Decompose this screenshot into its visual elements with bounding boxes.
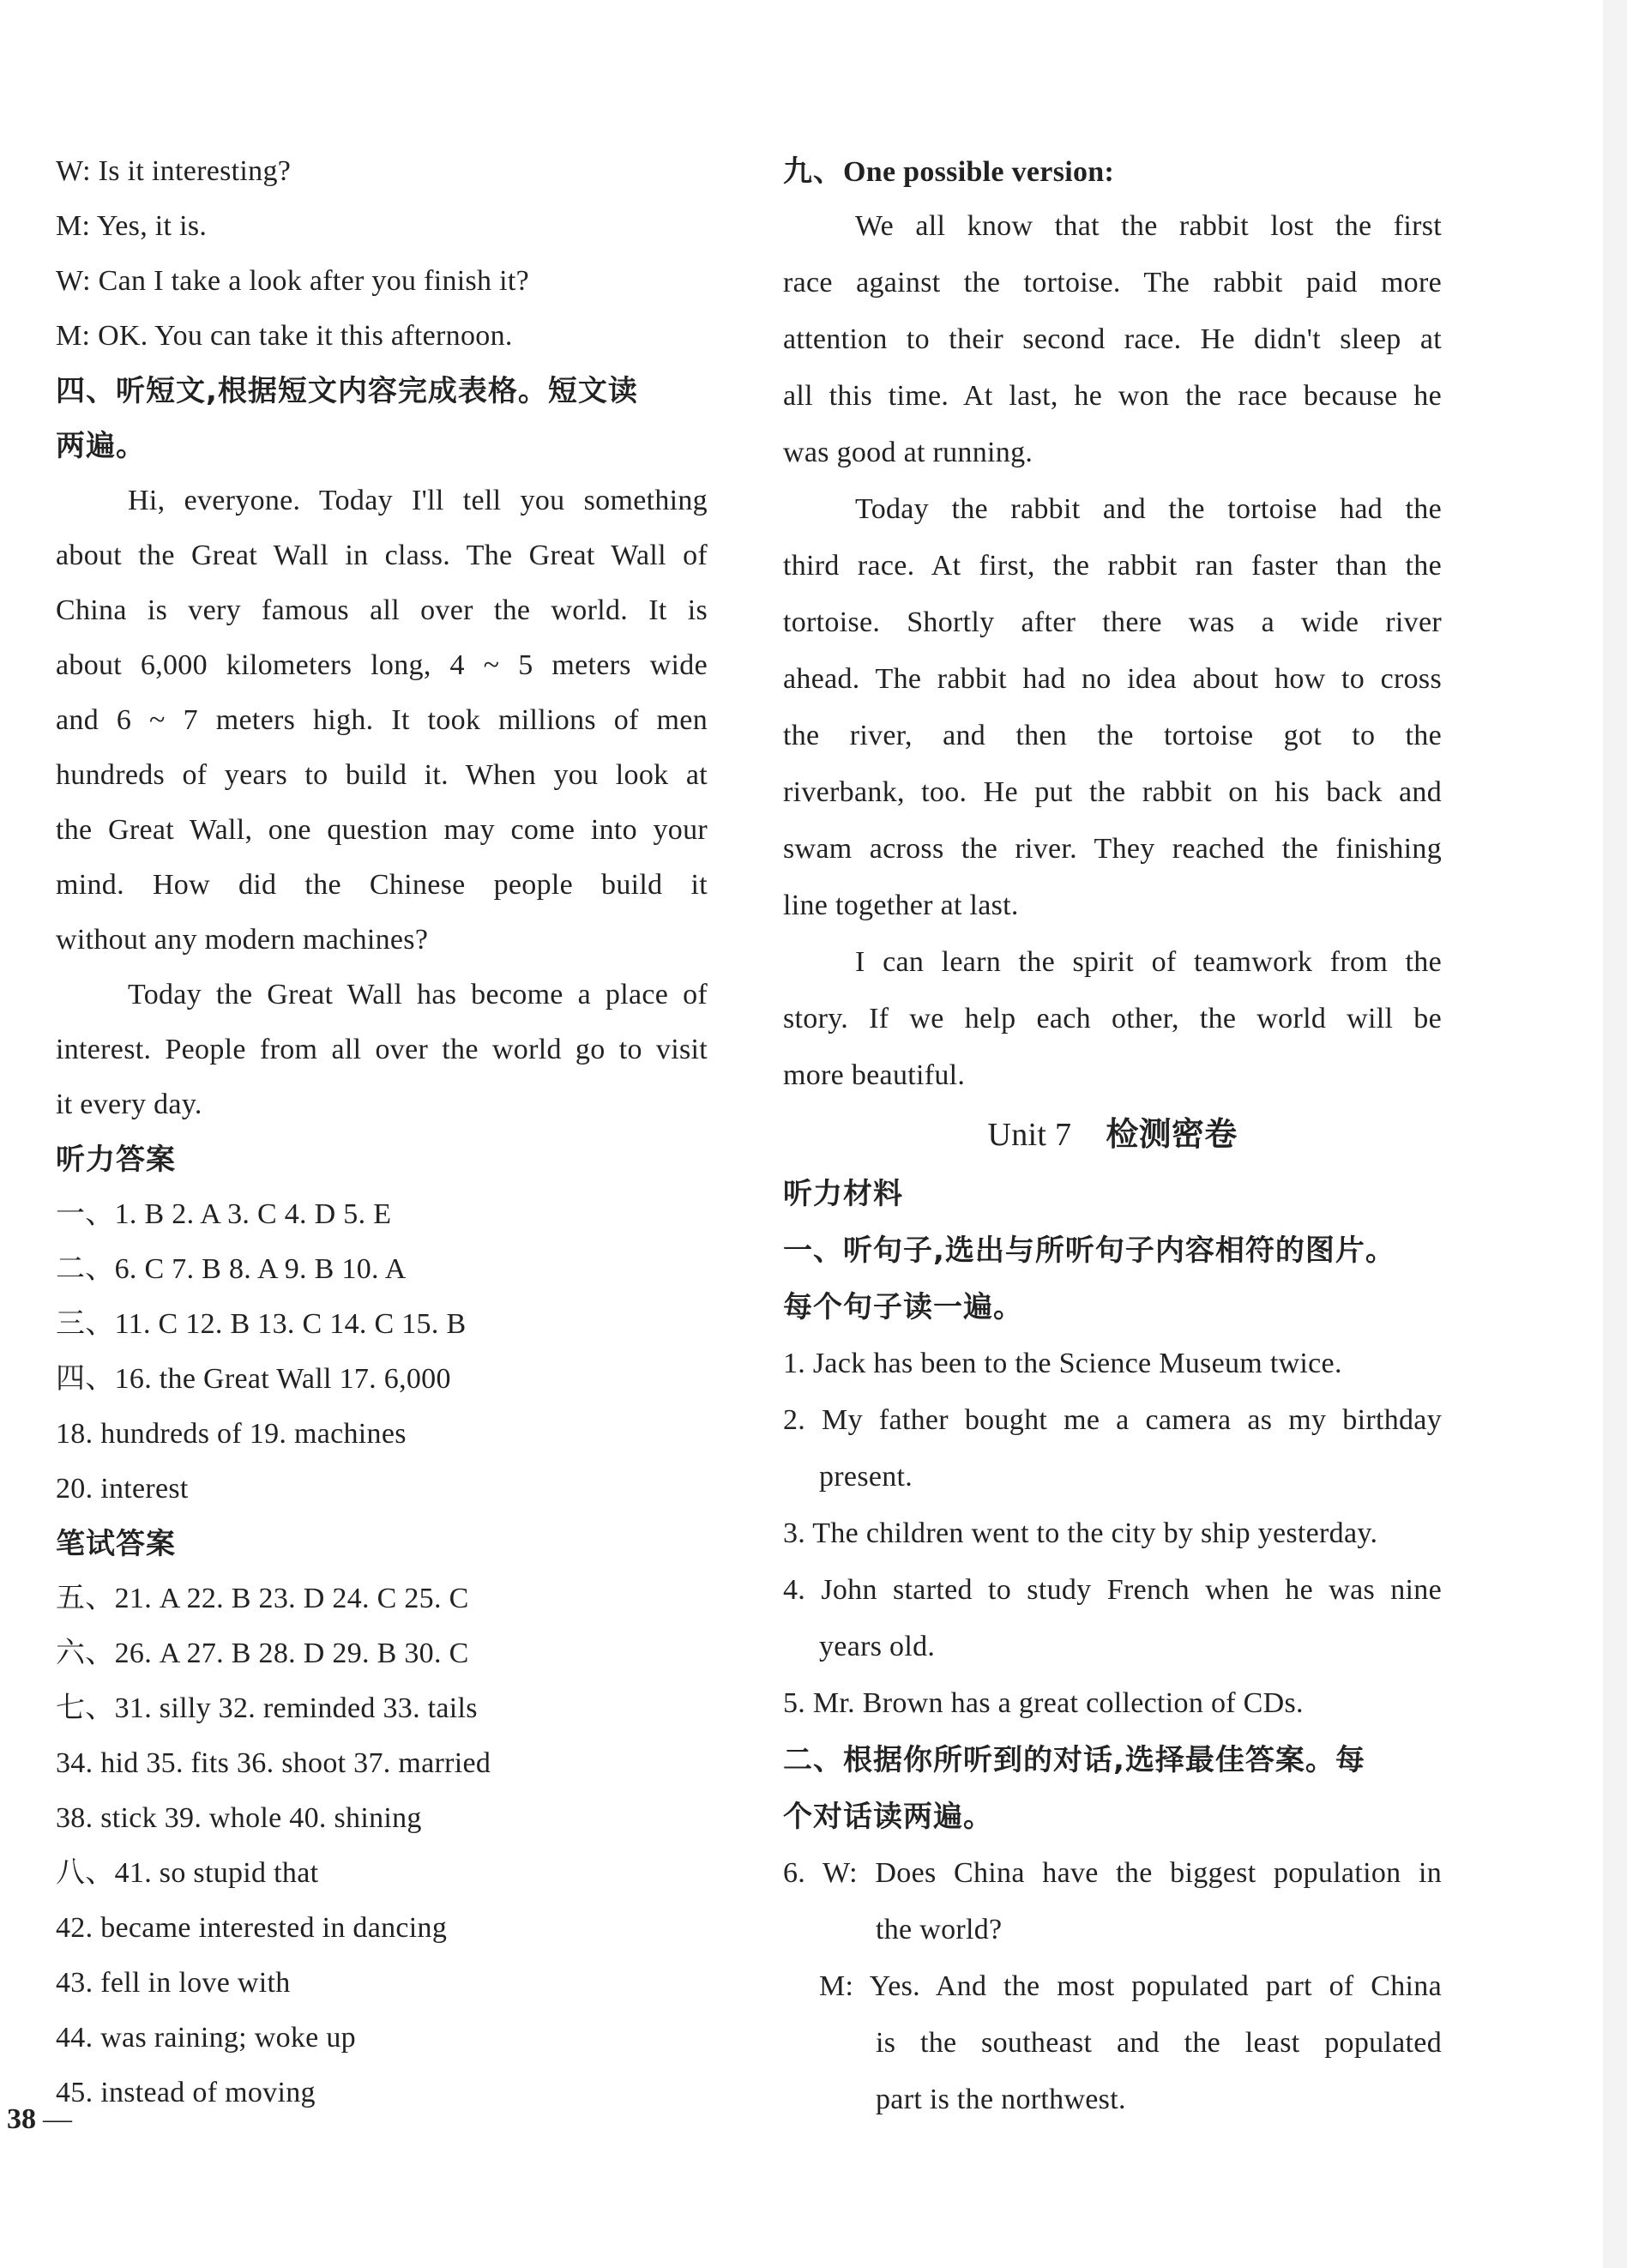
dialog-line: M: OK. You can take it this afternoon.: [56, 320, 513, 352]
essay-line: Today the rabbit and the tortoise had the: [855, 493, 1442, 525]
page-edge-shadow: [1603, 0, 1627, 2268]
passage-line: and 6 ~ 7 meters high. It took millions of men: [56, 704, 708, 736]
dialog-line: W: Can I take a look after you finish it?: [56, 265, 530, 297]
section1-heading: 每个句子读一遍。: [783, 1290, 1023, 1324]
passage-line: Hi, everyone. Today I'll tell you something: [128, 485, 708, 516]
answer-row: 43. fell in love with: [56, 1967, 291, 1999]
dialog6-m-cont: is the southeast and the least populated: [876, 2027, 1442, 2059]
sentence-item: 3. The children went to the city by ship yesterday.: [783, 1517, 1378, 1549]
answer-row: 四、16. the Great Wall 17. 6,000: [56, 1363, 451, 1395]
essay-line: third race. At first, the rabbit ran faster than the: [783, 550, 1442, 582]
section4-heading: 四、听短文,根据短文内容完成表格。短文读: [56, 374, 638, 408]
answer-row: 42. became interested in dancing: [56, 1912, 448, 1944]
passage-line: China is very famous all over the world. It is: [56, 594, 708, 626]
answer-row: 三、11. C 12. B 13. C 14. C 15. B: [56, 1308, 467, 1340]
sentence-item: 5. Mr. Brown has a great collection of CDs.: [783, 1687, 1304, 1719]
answer-row: 二、6. C 7. B 8. A 9. B 10. A: [56, 1253, 407, 1285]
passage-line: it every day.: [56, 1089, 202, 1120]
essay-line: all this time. At last, he won the race because he: [783, 380, 1442, 412]
page-footer: [7, 2103, 72, 2136]
answer-row: 八、41. so stupid that: [56, 1857, 319, 1889]
passage-line: about 6,000 kilometers long, 4 ~ 5 meters wide: [56, 649, 708, 681]
dialog-line: M: Yes, it is.: [56, 210, 208, 242]
dialog6-m-cont: part is the northwest.: [876, 2084, 1126, 2115]
essay-line: ahead. The rabbit had no idea about how to cross: [783, 663, 1442, 695]
section1-heading: 一、听句子,选出与所听句子内容相符的图片。: [783, 1234, 1395, 1268]
sentence-item: 4. John started to study French when he was nine: [783, 1574, 1442, 1606]
passage-line: without any modern machines?: [56, 924, 429, 956]
answer-row: 34. hid 35. fits 36. shoot 37. married: [56, 1747, 491, 1779]
answer-row: 五、21. A 22. B 23. D 24. C 25. C: [56, 1583, 469, 1614]
essay-line: was good at running.: [783, 437, 1033, 468]
unit-title-cn: 检测密卷: [1106, 1115, 1238, 1153]
answer-row: 20. interest: [56, 1473, 189, 1505]
dialog6-m: M: Yes. And the most populated part of China: [819, 1970, 1442, 2002]
page-number: 38: [7, 2103, 36, 2135]
essay-line: story. If we help each other, the world will be: [783, 1003, 1442, 1034]
sentence-item-cont: years old.: [819, 1631, 936, 1662]
answer-row: 44. was raining; woke up: [56, 2022, 356, 2054]
essay-line: more beautiful.: [783, 1059, 966, 1091]
sentence-item: 1. Jack has been to the Science Museum twice.: [783, 1348, 1342, 1379]
essay-line: the river, and then the tortoise got to the: [783, 720, 1442, 751]
answer-row: 18. hundreds of 19. machines: [56, 1418, 407, 1450]
section4-heading: 两遍。: [56, 429, 146, 463]
section9-prefix: 九、: [783, 154, 843, 189]
unit-title: [783, 1117, 1442, 1152]
dialog6-w-cont: the world?: [876, 1914, 1003, 1945]
dialog-line: W: Is it interesting?: [56, 155, 292, 187]
essay-line: We all know that the rabbit lost the first: [855, 210, 1442, 242]
passage-line: hundreds of years to build it. When you look at: [56, 759, 708, 791]
essay-line: attention to their second race. He didn't sleep at: [783, 323, 1442, 355]
answer-row: 六、26. A 27. B 28. D 29. B 30. C: [56, 1638, 469, 1669]
essay-line: riverbank, too. He put the rabbit on his back and: [783, 776, 1442, 808]
footer-dash: —: [43, 2103, 72, 2135]
dialog6-w: 6. W: Does China have the biggest population in: [783, 1857, 1442, 1889]
listening-material-title: 听力材料: [783, 1177, 903, 1211]
unit-title-en: Unit 7: [987, 1117, 1072, 1153]
section9-title: One possible version:: [843, 156, 1115, 188]
answer-row: 七、31. silly 32. reminded 33. tails: [56, 1692, 478, 1724]
written-answers-title: 笔试答案: [56, 1527, 176, 1561]
essay-line: I can learn the spirit of teamwork from the: [855, 946, 1442, 978]
passage-line: interest. People from all over the world go to visit: [56, 1034, 708, 1065]
essay-line: tortoise. Shortly after there was a wide river: [783, 606, 1442, 638]
passage-line: Today the Great Wall has become a place of: [128, 979, 708, 1010]
sentence-item-cont: present.: [819, 1461, 913, 1493]
passage-line: about the Great Wall in class. The Great Wall of: [56, 540, 708, 571]
essay-line: swam across the river. They reached the finishing: [783, 833, 1442, 865]
section2-heading: 二、根据你所听到的对话,选择最佳答案。每: [783, 1743, 1365, 1777]
passage-line: the Great Wall, one question may come into your: [56, 814, 708, 846]
listening-answers-title: 听力答案: [56, 1143, 176, 1177]
essay-line: line together at last.: [783, 890, 1019, 921]
section9-heading: [783, 154, 1114, 190]
answer-row: 一、1. B 2. A 3. C 4. D 5. E: [56, 1198, 392, 1230]
answer-row: 38. stick 39. whole 40. shining: [56, 1802, 422, 1834]
sentence-item: 2. My father bought me a camera as my birthday: [783, 1404, 1442, 1436]
section2-heading: 个对话读两遍。: [783, 1800, 993, 1834]
essay-line: race against the tortoise. The rabbit paid more: [783, 267, 1442, 299]
passage-line: mind. How did the Chinese people build it: [56, 869, 708, 901]
answer-row: 45. instead of moving: [56, 2077, 316, 2108]
